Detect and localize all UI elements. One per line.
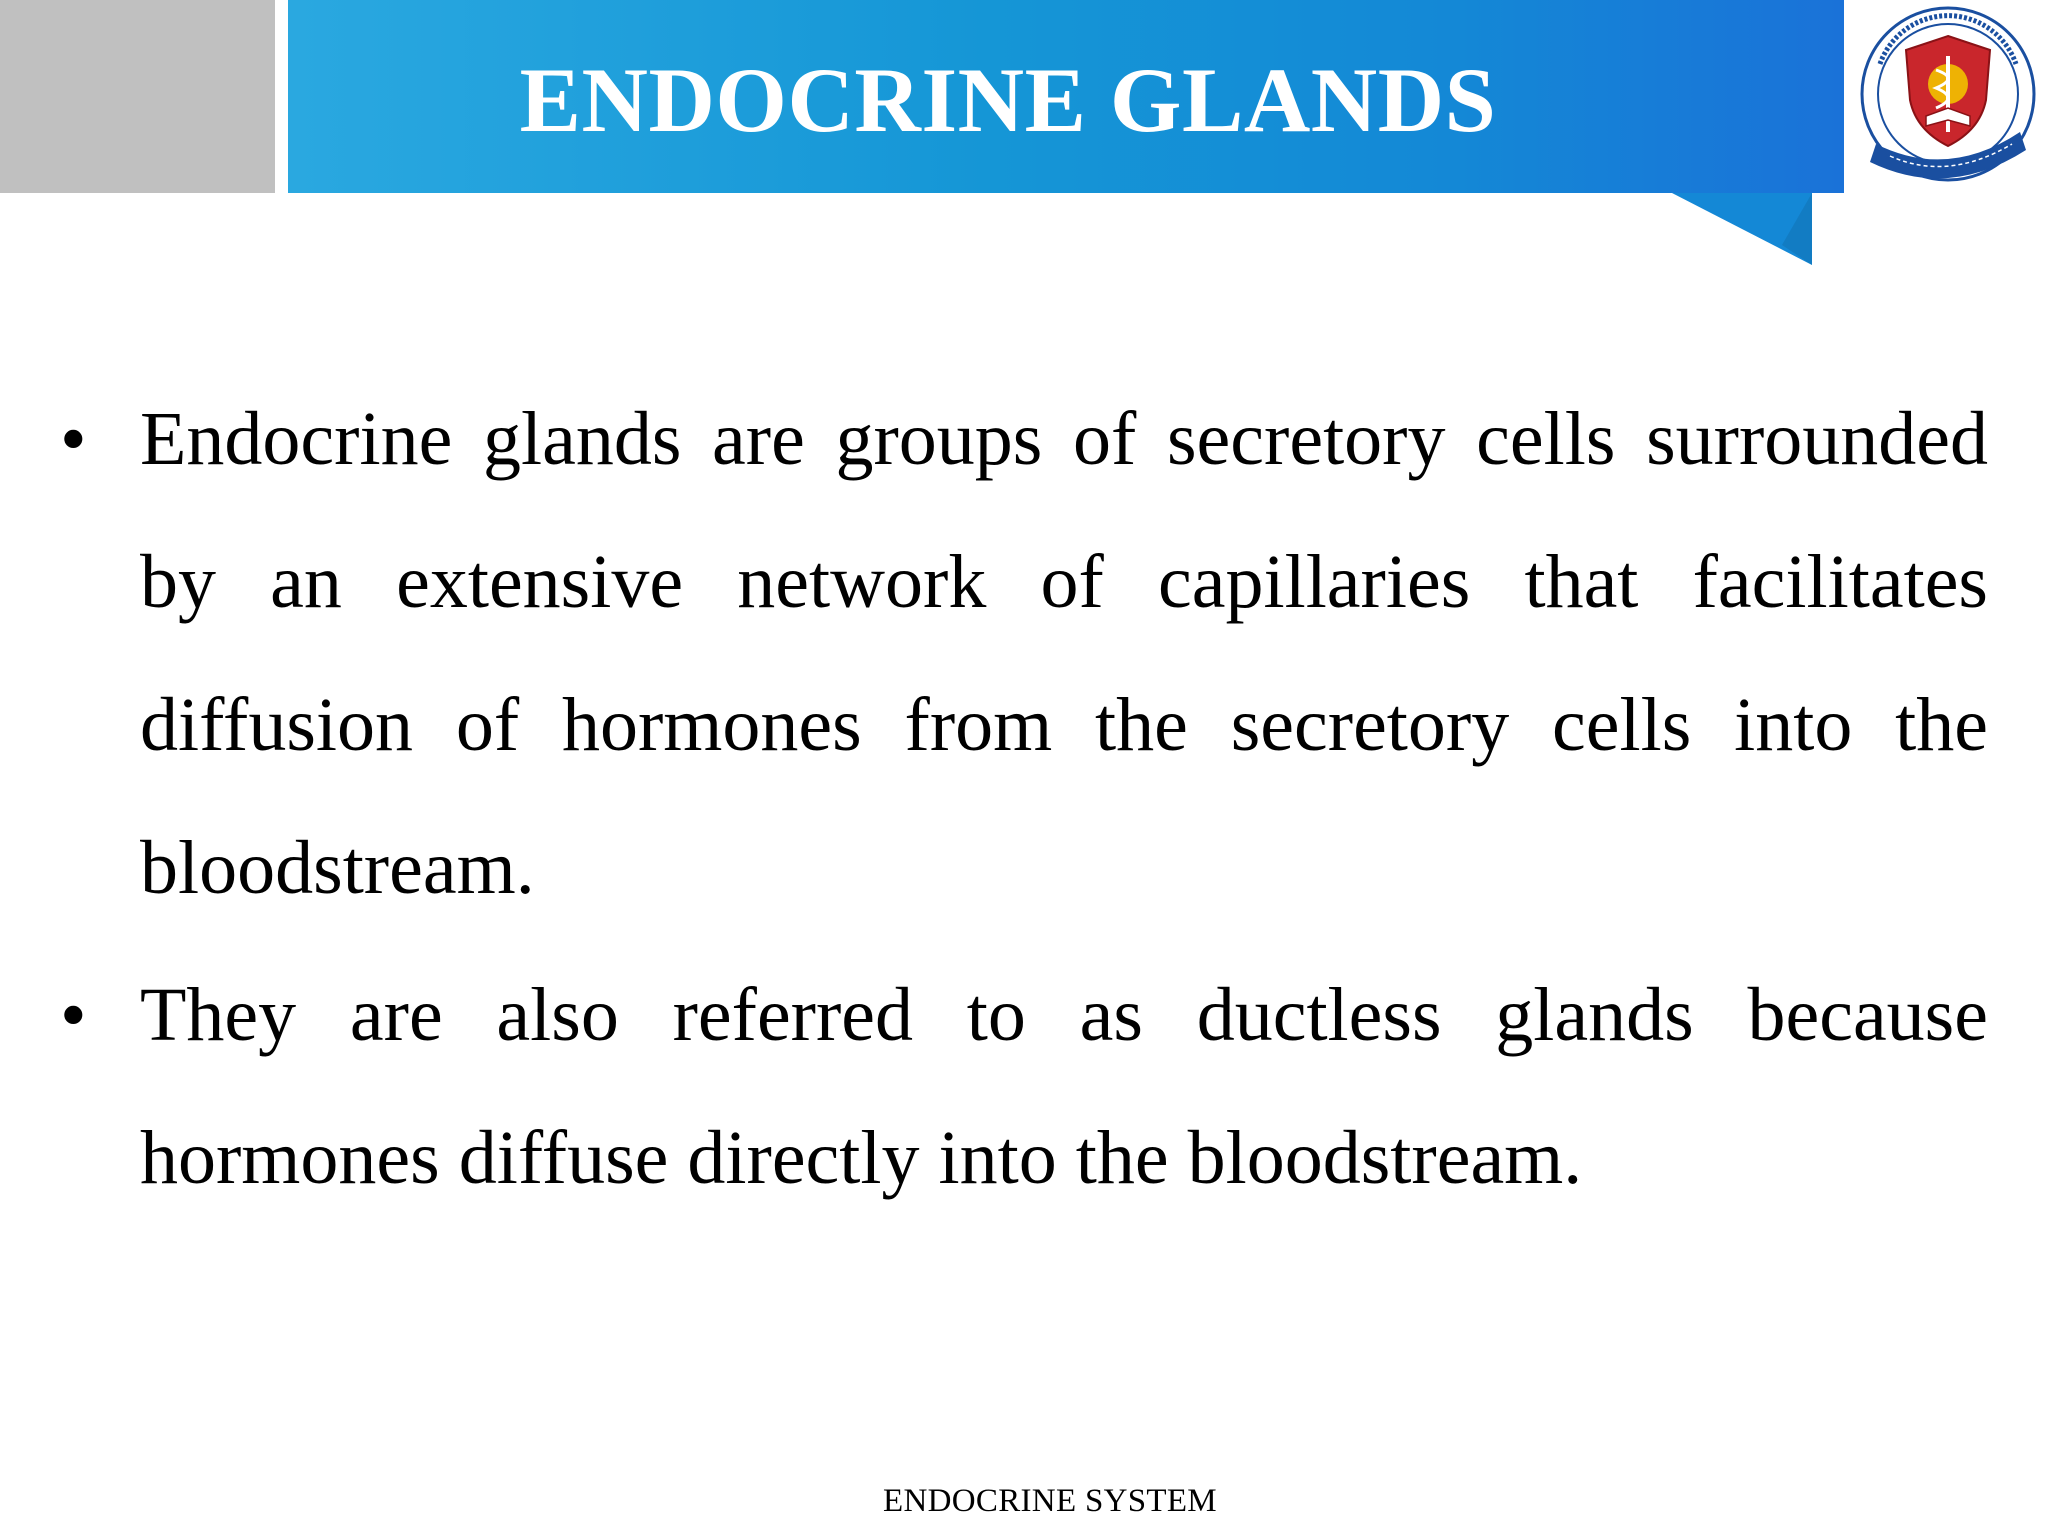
- bullet-marker: •: [60, 397, 87, 481]
- gray-accent-block: [0, 0, 275, 193]
- bullet-marker: •: [60, 973, 87, 1057]
- footer-label: ENDOCRINE SYSTEM: [883, 1483, 1217, 1519]
- bullet-item: [60, 368, 1988, 940]
- page-title: ENDOCRINE GLANDS: [519, 48, 1497, 151]
- banner-tail-shape: [1672, 193, 1812, 265]
- bullet-item: [60, 944, 1988, 1230]
- logo-container: [1844, 0, 2048, 193]
- bullet-list: [60, 368, 1988, 1234]
- university-seal-logo-icon: [1850, 4, 2046, 190]
- bullet-text: They are also referred to as ductless glands because hormones diffuse directly into the bloodstream.: [140, 973, 1988, 1200]
- bullet-text: Endocrine glands are groups of secretory cells surrounded by an extensive network of capillaries that facilitates diffusion of hormones from the secretory cells into the bloodstream.: [140, 397, 1988, 910]
